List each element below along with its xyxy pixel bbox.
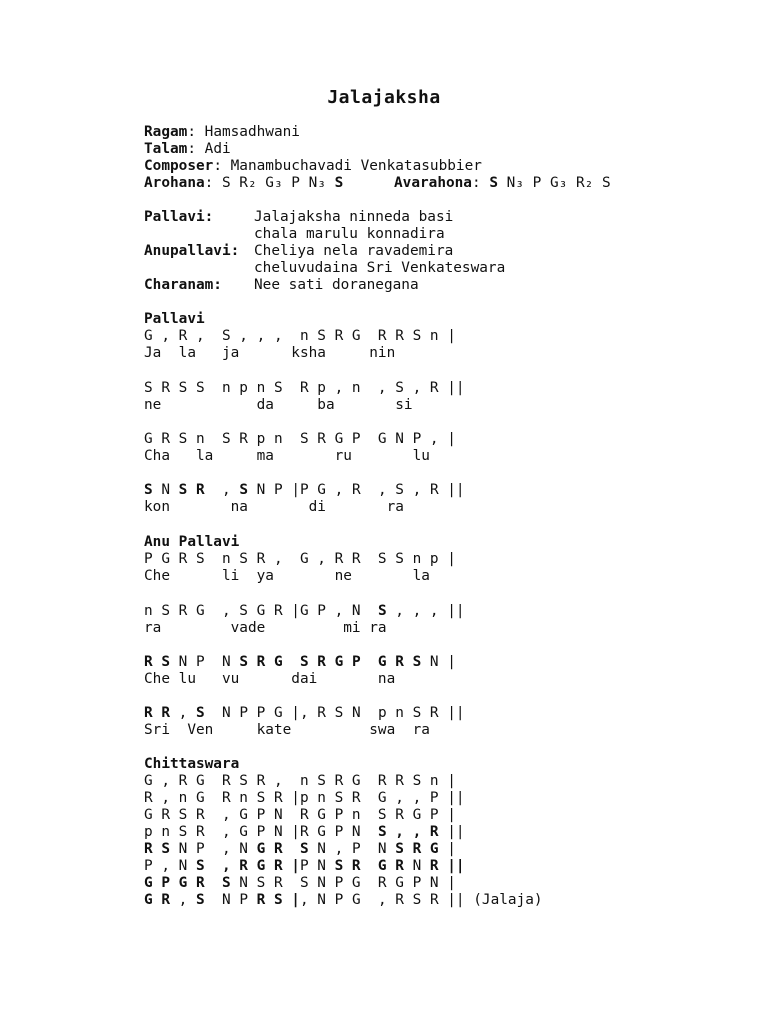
lyric-label: Charanam: xyxy=(144,277,222,293)
arohana-upper-sa: S xyxy=(334,175,344,191)
notation-segment: kon na di ra xyxy=(144,499,404,515)
notation-segment: N P , N xyxy=(170,841,257,857)
notation-bold-segment: S R G S R G P G R S xyxy=(239,654,422,670)
notation-bold-segment: S xyxy=(196,705,205,721)
talam-line xyxy=(144,141,231,158)
notation-segment: | xyxy=(438,841,456,857)
section-heading-pallavi: Pallavi xyxy=(144,311,205,327)
notation-segment: N S R S N P G R G P N | xyxy=(230,875,456,891)
arohana-label: Arohana xyxy=(144,175,205,191)
lyric-text: Cheliya nela ravademira xyxy=(254,243,454,259)
notation-line xyxy=(144,722,430,739)
notation-bold-segment: S xyxy=(239,482,248,498)
notation-line xyxy=(144,431,456,448)
avarohana-colon: : xyxy=(471,175,490,191)
lyric-row-anupallavi-1 xyxy=(144,243,239,260)
notation-segment: N xyxy=(403,858,430,874)
notation-segment: N P N xyxy=(170,654,240,670)
section-heading-chittaswara: Chittaswara xyxy=(144,756,240,772)
notation-segment: , xyxy=(204,482,240,498)
notation-segment: p n S R , G P N |R G P N xyxy=(144,824,378,840)
notation-line xyxy=(144,328,456,345)
notation-segment: P , N xyxy=(144,858,196,874)
notation-line xyxy=(144,551,456,568)
notation-line xyxy=(144,448,430,465)
notation-line xyxy=(144,892,543,909)
notation-segment: P N xyxy=(299,858,335,874)
notation-segment: , N P G , R S R || (Jalaja) xyxy=(299,892,543,908)
talam-value: : Adi xyxy=(187,141,231,157)
lyric-row-pallavi-1 xyxy=(144,209,213,226)
composer-line xyxy=(144,158,482,175)
notation-bold-segment: G R S xyxy=(256,841,309,857)
notation-bold-segment: R R xyxy=(144,705,170,721)
notation-segment: G R S n S R p n S R G P G N P , | xyxy=(144,431,456,447)
notation-segment: n S R G , S G R |G P , N xyxy=(144,603,378,619)
notation-segment: || xyxy=(438,824,465,840)
notation-segment: G R S R , G P N R G P n S R G P | xyxy=(144,807,456,823)
notation-segment: Che lu vu dai na xyxy=(144,671,396,687)
ragam-value: : Hamsadhwani xyxy=(187,124,300,140)
notation-segment: Ja la ja ksha nin xyxy=(144,345,396,361)
notation-segment: N P xyxy=(204,892,257,908)
notation-bold-segment: R S xyxy=(144,654,170,670)
notation-line xyxy=(144,568,430,585)
lyric-label: Pallavi: xyxy=(144,209,214,225)
avarohana-notes: N₃ P G₃ R₂ S xyxy=(497,175,611,191)
avarohana-label: Avarahona xyxy=(394,175,472,191)
notation-bold-segment: S , , R xyxy=(377,824,439,840)
notation-segment: N , P N xyxy=(308,841,396,857)
notation-bold-segment: S , R G R | xyxy=(195,858,300,874)
notation-line xyxy=(144,345,395,362)
arohana-line xyxy=(144,175,343,192)
lyric-text: Jalajaksha ninneda basi xyxy=(254,209,454,225)
notation-line xyxy=(144,705,465,722)
notation-line xyxy=(144,807,456,824)
ragam-line xyxy=(144,124,300,141)
notation-segment: Sri Ven kate swa ra xyxy=(144,722,430,738)
notation-line xyxy=(144,603,465,620)
avarohana-line xyxy=(394,175,611,192)
avarohana-upper-sa: S xyxy=(489,175,498,191)
notation-segment: R , n G R n S R |p n S R G , , P || xyxy=(144,790,465,806)
ragam-label: Ragam xyxy=(144,124,188,140)
lyric-text: cheluvudaina Sri Venkateswara xyxy=(254,260,506,276)
notation-line xyxy=(144,499,404,516)
notation-segment: N xyxy=(152,482,179,498)
composer-label: Composer xyxy=(144,158,214,174)
notation-segment: G , R , S , , , n S R G R R S n | xyxy=(144,328,456,344)
section-heading-anupallavi: Anu Pallavi xyxy=(144,534,240,550)
notation-bold-segment: R || xyxy=(429,858,465,874)
notation-line xyxy=(144,671,395,688)
notation-line xyxy=(144,397,413,414)
notation-line xyxy=(144,620,387,637)
lyric-text: chala marulu konnadira xyxy=(254,226,445,242)
notation-segment: ne da ba si xyxy=(144,397,413,413)
notation-line xyxy=(144,790,465,807)
notation-segment: N P |P G , R , S , R || xyxy=(248,482,465,498)
notation-line xyxy=(144,773,456,790)
notation-bold-segment: S R xyxy=(178,482,205,498)
notation-bold-segment: S R G R xyxy=(334,858,404,874)
composer-value: : Manambuchavadi Venkatasubbier xyxy=(213,158,482,174)
notation-line xyxy=(144,824,465,841)
notation-segment: , xyxy=(170,705,196,721)
notation-bold-segment: S xyxy=(196,892,205,908)
notation-line xyxy=(144,841,456,858)
notation-line xyxy=(144,482,465,499)
notation-line xyxy=(144,875,456,892)
arohana-notes: : S R₂ G₃ P N₃ xyxy=(204,175,335,191)
notation-bold-segment: S R G xyxy=(395,841,439,857)
notation-segment: , xyxy=(170,892,196,908)
notation-bold-segment: S xyxy=(144,482,153,498)
notation-segment: N | xyxy=(421,654,456,670)
notation-segment: Che li ya ne la xyxy=(144,568,430,584)
talam-label: Talam xyxy=(144,141,188,157)
notation-bold-segment: G P G R S xyxy=(144,875,231,891)
page-title: Jalajaksha xyxy=(327,87,441,108)
notation-segment: ra vade mi ra xyxy=(144,620,387,636)
lyric-label: Anupallavi: xyxy=(144,243,240,259)
notation-bold-segment: G R xyxy=(144,892,170,908)
lyric-text: Nee sati doranegana xyxy=(254,277,419,293)
notation-segment: Cha la ma ru lu xyxy=(144,448,430,464)
notation-bold-segment: R S xyxy=(144,841,170,857)
notation-segment: P G R S n S R , G , R R S S n p | xyxy=(144,551,456,567)
notation-segment: N P P G |, R S N p n S R || xyxy=(204,705,465,721)
notation-bold-segment: S xyxy=(377,603,387,619)
notation-line xyxy=(144,654,456,671)
notation-line xyxy=(144,858,465,875)
notation-segment: , , , || xyxy=(386,603,465,619)
notation-segment: G , R G R S R , n S R G R R S n | xyxy=(144,773,456,789)
lyric-row-charanam xyxy=(144,277,222,294)
notation-segment: S R S S n p n S R p , n , S , R || xyxy=(144,380,465,396)
notation-bold-segment: R S | xyxy=(256,892,300,908)
notation-line xyxy=(144,380,465,397)
